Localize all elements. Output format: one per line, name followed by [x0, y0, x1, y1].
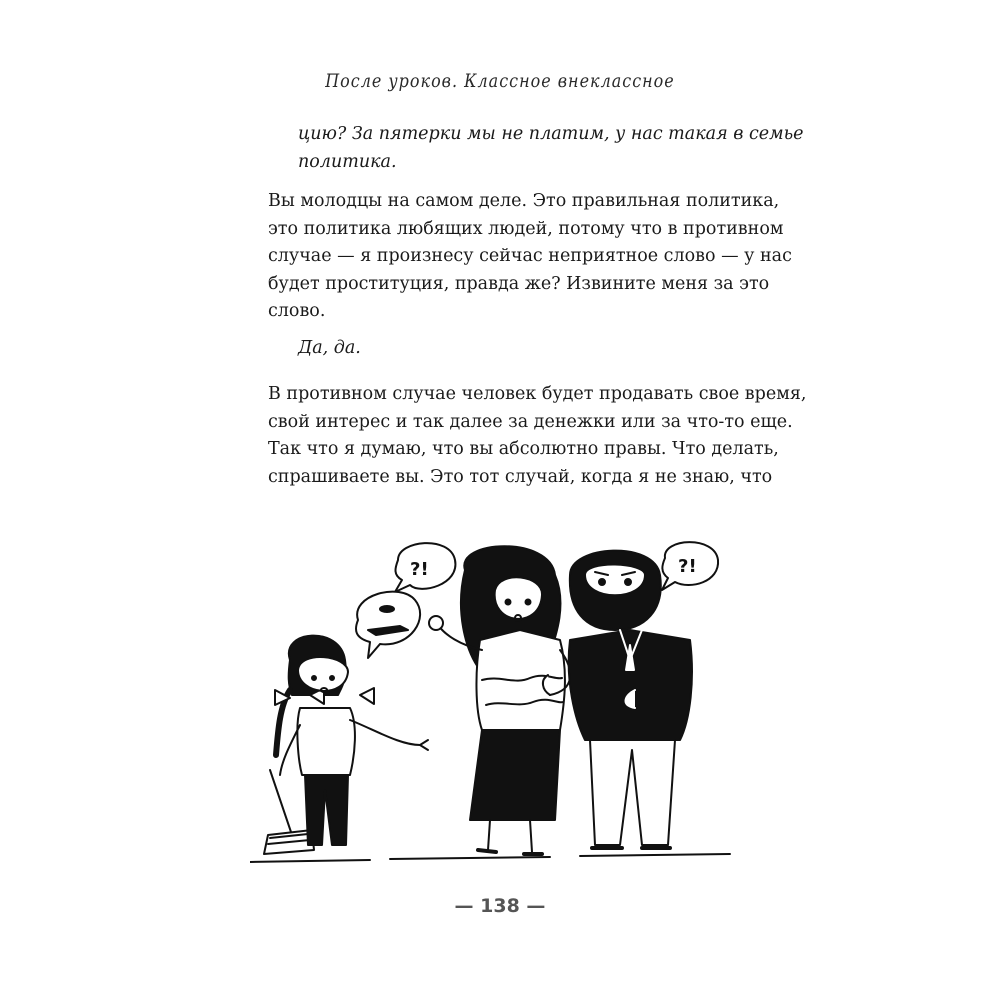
family-illustration	[250, 530, 750, 870]
question-1	[298, 120, 804, 176]
page-number: — 138 —	[454, 895, 546, 917]
text-line: будет проституция, правда же? Извините меня за это	[268, 273, 770, 294]
text-line: свой интерес и так далее за денежки или за что-то еще.	[268, 411, 793, 432]
paragraph-1	[268, 188, 792, 326]
bubble-text-left: ?!	[410, 559, 429, 580]
text-line: цию? За пятерки мы не платим, у нас такая в семье	[298, 124, 804, 144]
text-line: политика.	[298, 152, 397, 172]
mother-figure	[429, 546, 570, 854]
speech-bubble-right	[662, 542, 718, 590]
text-line: случае — я произнесу сейчас неприятное слово — у нас	[268, 246, 792, 266]
question-2: Да, да.	[298, 338, 361, 358]
text-line: В противном случае человек будет продавать свое время,	[268, 384, 807, 404]
text-line: Вы молодцы на самом деле. Это правильная политика,	[268, 191, 780, 211]
speech-bubble-left	[395, 543, 455, 592]
text-line: слово.	[268, 301, 326, 321]
floor-line	[250, 854, 730, 862]
speech-bubble-money	[356, 592, 420, 658]
broom-icon	[270, 770, 292, 835]
bubble-text-right: ?!	[678, 556, 697, 577]
text-line: это политика любящих людей, потому что в противном	[268, 218, 784, 239]
father-figure	[569, 551, 692, 848]
text-line: спрашиваете вы. Это тот случай, когда я не знаю, что	[268, 466, 773, 487]
text-line: Так что я думаю, что вы абсолютно правы. Что делать,	[268, 439, 779, 459]
girl-figure	[264, 636, 428, 854]
coin-icon	[380, 606, 394, 612]
running-head: После уроков. Классное внеклассное	[325, 70, 675, 92]
paragraph-2	[268, 381, 807, 491]
